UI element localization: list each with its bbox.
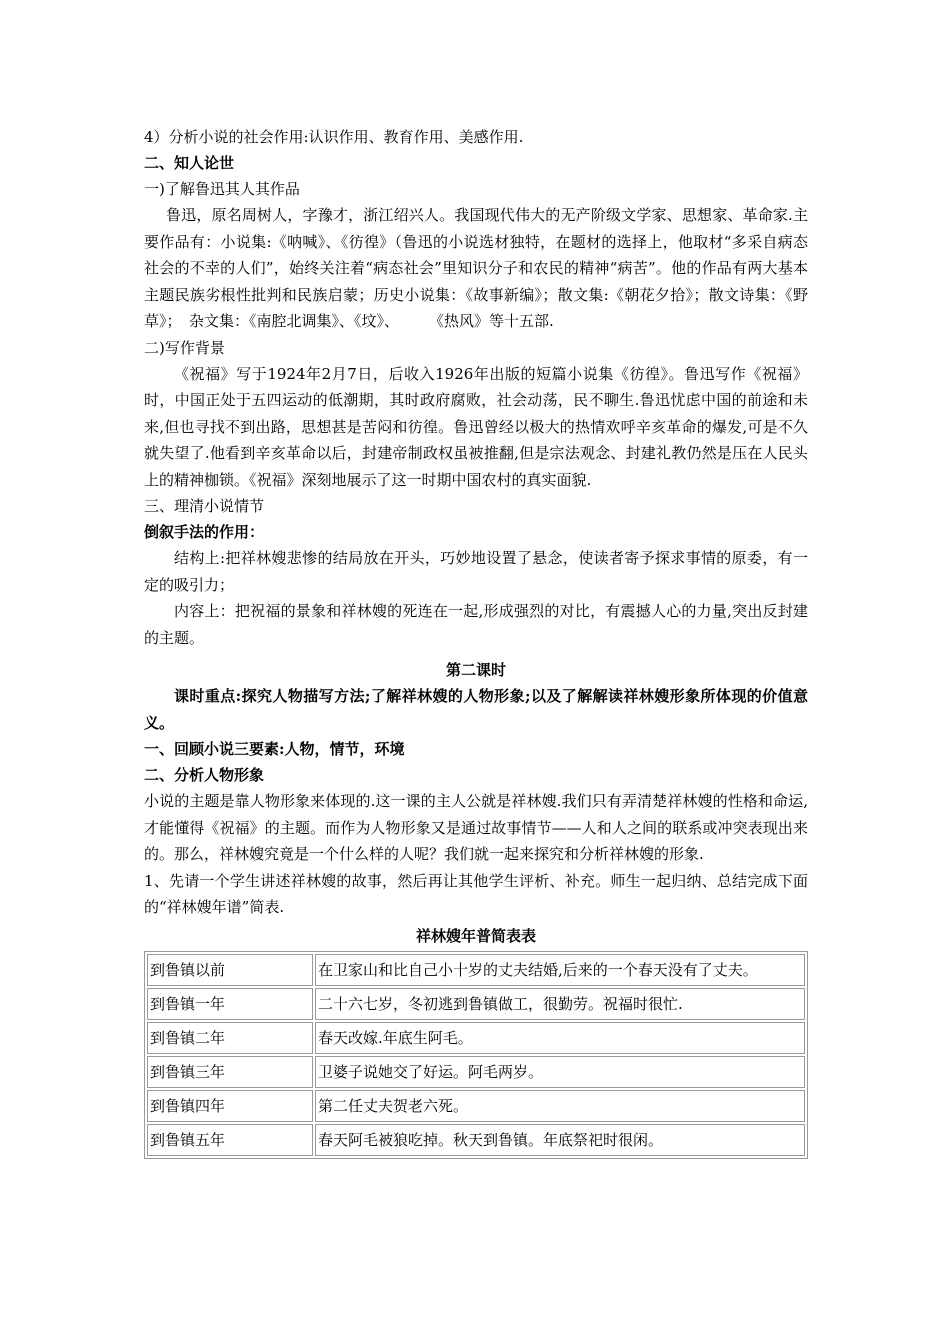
section-review: 一、回顾小说三要素:人物，情节，环境 <box>144 740 405 758</box>
table-cell-period: 到鲁镇二年 <box>147 1022 313 1054</box>
subheading-author: 一)了解鲁迅其人其作品 <box>144 180 300 198</box>
table-cell-period: 到鲁镇一年 <box>147 988 313 1020</box>
table-row <box>147 1022 805 1054</box>
table-row <box>147 1090 805 1122</box>
lesson-2-title: 第二课时 <box>445 661 506 679</box>
paragraph-structure: 结构上:把祥林嫂悲惨的结局放在开头，巧妙地设置了悬念，使读者寄予探求事情的原委，有一定的吸引力； <box>144 549 808 594</box>
table-cell-event: 在卫家山和比自己小十岁的丈夫结婚,后来的一个春天没有了丈夫。 <box>315 954 805 986</box>
table-row <box>147 1056 805 1088</box>
table-cell-event: 二十六七岁，冬初逃到鲁镇做工，很勤劳。祝福时很忙. <box>315 988 805 1020</box>
table-title: 祥林嫂年普简表表 <box>415 926 536 945</box>
table-cell-period: 到鲁镇四年 <box>147 1090 313 1122</box>
section-heading-3: 三、理清小说情节 <box>144 497 265 515</box>
chronology-table <box>144 951 808 1159</box>
table-cell-event: 春天改嫁.年底生阿毛。 <box>315 1022 805 1054</box>
table-row <box>147 988 805 1020</box>
lesson-focus: 课时重点:探究人物描写方法;了解祥林嫂的人物形象;以及了解解读祥林嫂形象所体现的价值意义。 <box>144 687 808 732</box>
table-cell-period: 到鲁镇三年 <box>147 1056 313 1088</box>
paragraph-task: 1、先请一个学生讲述祥林嫂的故事，然后再让其他学生评析、补充。师生一起归纳、总结完成下面的“祥林嫂年谱”简表. <box>144 871 808 916</box>
paragraph-background: 《祝福》写于1924年2月7日，后收入1926年出版的短篇小说集《彷徨》。鲁迅写作《祝福》时，中国正处于五四运动的低潮期，其时政府腐败，社会动荡，民不聊生.鲁迅忧虑中国的前途和未来,但也寻找不到出路，思想甚是苦闷和彷徨。鲁迅曾经以极大的热情欢呼辛亥革命的爆发,可是不久就失望了.他看到辛亥革命以后，封建帝制政权虽被推翻,但是宗法观念、封建礼教仍然是压在人民头上的精神枷锁。《祝福》深刻地展示了这一时期中国农村的真实面貌. <box>144 364 808 489</box>
table-row <box>147 954 805 986</box>
paragraph-content: 内容上：把祝福的景象和祥林嫂的死连在一起,形成强烈的对比，有震撼人心的力量,突出反封建的主题。 <box>144 602 808 647</box>
table-cell-event: 第二任丈夫贺老六死。 <box>315 1090 805 1122</box>
section-heading-2: 二、知人论世 <box>144 154 235 172</box>
table-cell-event: 春天阿毛被狼吃掉。秋天到鲁镇。年底祭祀时很闲。 <box>315 1124 805 1156</box>
analysis-item-4: 4）分析小说的社会作用:认识作用、教育作用、美感作用. <box>144 128 524 146</box>
paragraph-luxun-intro: 鲁迅，原名周树人，字豫才，浙江绍兴人。我国现代伟大的无产阶级文学家、思想家、革命家.主要作品有：小说集:《呐喊》、《彷徨》（鲁迅的小说选材独特，在题材的选择上，他取材“多采自病态社会的不幸的人们”，始终关注着“病态社会”里知识分子和农民的精神“病苦”。他的作品有两大基本主题民族劣根性批判和民族启蒙；历史小说集：《故事新编》；散文集:《朝花夕拾》；散文诗集：《野草》； 杂文集：《南腔北调集》、《坟》、 《热风》等十五部. <box>144 206 808 330</box>
paragraph-theme: 小说的主题是靠人物形象来体现的.这一课的主人公就是祥林嫂.我们只有弄清楚祥林嫂的性格和命运,才能懂得《祝福》的主题。而作为人物形象又是通过故事情节——人和人之间的联系或冲突表现出来的。那么，祥林嫂究竟是一个什么样的人呢？我们就一起来探究和分析祥林嫂的形象. <box>144 792 808 863</box>
table-cell-period: 到鲁镇五年 <box>147 1124 313 1156</box>
section-character: 二、分析人物形象 <box>144 766 265 784</box>
table-cell-event: 卫婆子说她交了好运。阿毛两岁。 <box>315 1056 805 1088</box>
document-page <box>144 124 808 1159</box>
table-row <box>147 1124 805 1156</box>
subheading-flashback: 倒叙手法的作用： <box>144 523 265 541</box>
table-cell-period: 到鲁镇以前 <box>147 954 313 986</box>
subheading-background: 二)写作背景 <box>144 338 225 357</box>
